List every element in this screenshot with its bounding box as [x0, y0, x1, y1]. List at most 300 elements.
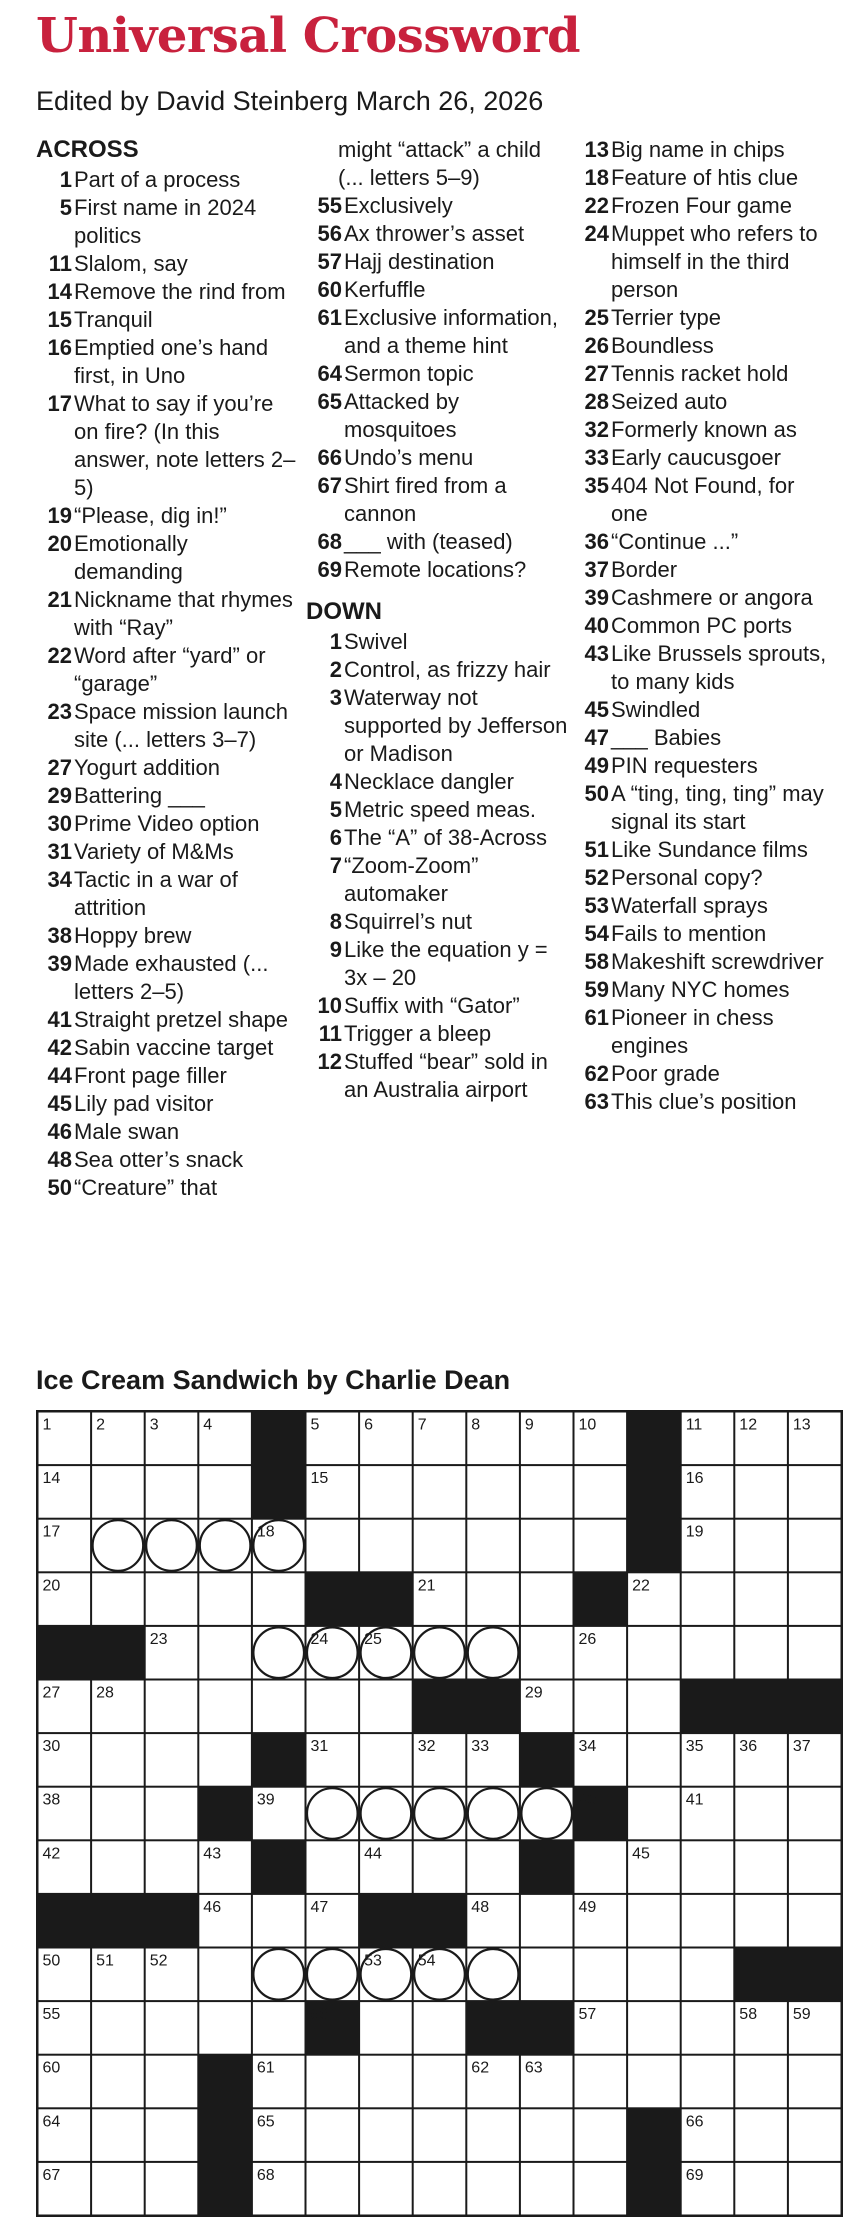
clue-number: 27 [47, 755, 72, 780]
black-square [682, 1681, 734, 1733]
cell-number: 52 [149, 1952, 168, 1970]
clue-item [36, 530, 298, 586]
grid-cell[interactable] [682, 2056, 734, 2108]
black-square [521, 1734, 573, 1786]
black-square [307, 1573, 359, 1625]
clue-item [573, 976, 835, 1004]
clue-text: Trigger a bleep [344, 1021, 492, 1046]
clue-item [573, 192, 835, 220]
clue-item [306, 276, 568, 304]
grid-cell[interactable] [735, 1627, 787, 1679]
clue-number: 42 [47, 1035, 72, 1060]
clue-item [36, 1034, 298, 1062]
clue-text: Hajj destination [344, 249, 495, 274]
clue-number: 49 [584, 753, 609, 778]
page-title: Universal Crossword [36, 8, 581, 64]
clue-number: 56 [317, 221, 342, 246]
grid-cell[interactable] [789, 1466, 841, 1518]
grid-cell[interactable] [92, 1573, 144, 1625]
grid-cell[interactable] [735, 1466, 787, 1518]
cell-number: 15 [310, 1470, 329, 1488]
clue-number: 13 [584, 137, 609, 162]
cell-number: 8 [471, 1416, 481, 1434]
grid-cell[interactable] [360, 2056, 412, 2108]
clue-item [573, 556, 835, 584]
clue-text: Ax thrower’s asset [344, 221, 525, 246]
clue-item [573, 640, 835, 696]
grid-cell[interactable] [628, 1788, 680, 1840]
grid-cell[interactable] [146, 2056, 198, 2108]
grid-cell[interactable] [628, 1681, 680, 1733]
clue-number: 22 [584, 193, 609, 218]
grid-cell[interactable] [521, 1520, 573, 1572]
grid-cell[interactable] [92, 1788, 144, 1840]
grid-cell[interactable] [92, 1734, 144, 1786]
clue-item [573, 584, 835, 612]
grid-cell[interactable] [199, 1949, 251, 2001]
clue-number: 1 [59, 167, 72, 192]
grid-cell[interactable] [146, 1573, 198, 1625]
black-square [467, 2002, 519, 2054]
cell-number: 21 [417, 1577, 436, 1595]
clue-text: Nickname that rhymes with “Ray” [74, 587, 293, 640]
clue-item [306, 444, 568, 472]
clue-item [36, 754, 298, 782]
cell-number: 63 [524, 2059, 543, 2077]
clue-item [573, 304, 835, 332]
grid-cell[interactable] [521, 1466, 573, 1518]
clue-text: Straight pretzel shape [74, 1007, 289, 1032]
grid-cell[interactable] [92, 2002, 144, 2054]
black-square [521, 2002, 573, 2054]
grid-cell[interactable] [682, 1627, 734, 1679]
clue-text: Slalom, say [74, 251, 188, 276]
cell-number: 20 [42, 1577, 61, 1595]
grid-cell[interactable] [307, 2109, 359, 2161]
grid-cell[interactable] [575, 1681, 627, 1733]
clue-item [36, 390, 298, 502]
cell-number: 59 [792, 2006, 811, 2024]
clue-number: 12 [317, 1049, 342, 1074]
cell-number: 3 [149, 1416, 159, 1434]
grid-cell[interactable] [199, 2002, 251, 2054]
grid-cell[interactable] [146, 2163, 198, 2215]
black-square [92, 1627, 144, 1679]
clue-item [573, 948, 835, 976]
clue-text: Cashmere or angora [611, 585, 813, 610]
cell-number: 57 [578, 2006, 597, 2024]
cell-number: 2 [96, 1416, 106, 1434]
grid-cell[interactable] [414, 1520, 466, 1572]
cell-number: 30 [42, 1738, 61, 1756]
clue-text: Hoppy brew [74, 923, 192, 948]
clue-item [573, 472, 835, 528]
clue-number: 59 [584, 977, 609, 1002]
cell-number: 6 [364, 1416, 374, 1434]
black-square [628, 2163, 680, 2215]
clue-item [306, 684, 568, 768]
clue-text: Tennis racket hold [611, 361, 789, 386]
grid-cell[interactable] [414, 2109, 466, 2161]
cell-number: 55 [42, 2006, 61, 2024]
clue-text: Made exhausted (... letters 2–5) [74, 951, 269, 1004]
grid-cell[interactable] [521, 1895, 573, 1947]
grid-cell[interactable] [735, 1573, 787, 1625]
grid-cell[interactable] [92, 2109, 144, 2161]
grid-cell[interactable] [521, 1949, 573, 2001]
cell-number: 43 [203, 1845, 222, 1863]
grid-cell[interactable] [789, 2163, 841, 2215]
clue-text: Remove the rind from [74, 279, 286, 304]
grid-cell[interactable] [628, 1627, 680, 1679]
grid-cell[interactable] [682, 2002, 734, 2054]
clue-number: 43 [584, 641, 609, 666]
grid-cell[interactable] [199, 1734, 251, 1786]
clue-text: Yogurt addition [74, 755, 220, 780]
grid-cell[interactable] [360, 2109, 412, 2161]
cell-number: 58 [739, 2006, 758, 2024]
cell-number: 25 [364, 1630, 382, 1648]
clue-text: Word after “yard” or “garage” [74, 643, 266, 696]
clue-number: 30 [47, 811, 72, 836]
clue-number: 10 [317, 993, 342, 1018]
clue-item [36, 642, 298, 698]
clue-item [573, 724, 835, 752]
across-continuation: might “attack” a child (... letters 5–9) [338, 137, 541, 190]
grid-cell[interactable] [146, 1841, 198, 1893]
cell-number: 34 [578, 1738, 597, 1756]
cell-number: 50 [42, 1952, 61, 1970]
clue-number: 62 [584, 1061, 609, 1086]
grid-cell[interactable] [628, 2002, 680, 2054]
grid-cell[interactable] [467, 1841, 519, 1893]
clue-item [306, 796, 568, 824]
clue-item [36, 1118, 298, 1146]
grid-cell[interactable] [414, 1841, 466, 1893]
clue-number: 9 [329, 937, 342, 962]
grid-cell[interactable] [735, 1520, 787, 1572]
grid-cell[interactable] [575, 2109, 627, 2161]
grid-cell[interactable] [628, 2056, 680, 2108]
clue-number: 37 [584, 557, 609, 582]
grid-cell[interactable] [307, 2163, 359, 2215]
clue-number: 61 [584, 1005, 609, 1030]
clue-number: 31 [47, 839, 72, 864]
grid-cell[interactable] [575, 1466, 627, 1518]
grid-cell[interactable] [253, 1573, 305, 1625]
grid-cell[interactable] [521, 2109, 573, 2161]
grid-cell[interactable] [628, 1734, 680, 1786]
clue-text: Like Brussels sprouts, to many kids [611, 641, 827, 694]
clue-number: 44 [47, 1063, 72, 1088]
clue-column-2 [306, 136, 568, 1104]
cell-number: 69 [685, 2166, 704, 2184]
grid-cell[interactable] [682, 1573, 734, 1625]
cell-number: 33 [471, 1738, 490, 1756]
grid-cell[interactable] [467, 2109, 519, 2161]
clue-item [573, 920, 835, 948]
clue-text: Attacked by mosquitoes [344, 389, 459, 442]
clue-number: 47 [584, 725, 609, 750]
grid-cell[interactable] [789, 2109, 841, 2161]
grid-cell[interactable] [199, 1627, 251, 1679]
clue-text: Lily pad visitor [74, 1091, 214, 1116]
black-square [199, 2163, 251, 2215]
grid-cell[interactable] [628, 1949, 680, 2001]
clue-text: Border [611, 557, 678, 582]
black-square [146, 1895, 198, 1947]
clue-item [306, 824, 568, 852]
grid-cell[interactable] [735, 2056, 787, 2108]
clue-text: A “ting, ting, ting” may signal its start [611, 781, 824, 834]
clue-number: 16 [47, 335, 72, 360]
black-square [360, 1895, 412, 1947]
grid-cell[interactable] [467, 1573, 519, 1625]
black-square [521, 1841, 573, 1893]
grid-cell[interactable] [360, 1734, 412, 1786]
clue-number: 36 [584, 529, 609, 554]
clue-number: 45 [584, 697, 609, 722]
clue-number: 69 [317, 557, 342, 582]
cell-number: 44 [364, 1845, 382, 1863]
clue-item [573, 444, 835, 472]
clue-item [573, 416, 835, 444]
clue-number: 1 [329, 629, 342, 654]
grid-cell[interactable] [92, 2056, 144, 2108]
clue-item [573, 1088, 835, 1116]
cell-number: 62 [471, 2059, 490, 2077]
grid-cell[interactable] [467, 2163, 519, 2215]
clue-text: Tranquil [74, 307, 153, 332]
grid-cell[interactable] [307, 2056, 359, 2108]
down-heading: DOWN [306, 598, 382, 625]
grid-cell[interactable] [253, 1895, 305, 1947]
clue-number: 22 [47, 643, 72, 668]
grid-cell[interactable] [253, 1681, 305, 1733]
grid-cell[interactable] [467, 1466, 519, 1518]
black-square [735, 1681, 787, 1733]
clue-number: 17 [47, 391, 72, 416]
grid-cell[interactable] [467, 1520, 519, 1572]
cell-number: 18 [256, 1523, 275, 1541]
clue-item [36, 502, 298, 530]
grid-cell[interactable] [414, 2002, 466, 2054]
grid-cell[interactable] [360, 1520, 412, 1572]
clue-number: 68 [317, 529, 342, 554]
grid-cell[interactable] [360, 2002, 412, 2054]
grid-cell[interactable] [307, 1841, 359, 1893]
cell-number: 4 [203, 1416, 213, 1434]
black-square [628, 2109, 680, 2161]
grid-cell[interactable] [146, 1788, 198, 1840]
clue-number: 32 [584, 417, 609, 442]
clue-number: 18 [584, 165, 609, 190]
clue-text: What to say if you’re on fire? (In this answer, note letters 2–5) [74, 391, 296, 500]
cell-number: 45 [632, 1845, 650, 1863]
grid-cell[interactable] [199, 1466, 251, 1518]
clue-item [573, 892, 835, 920]
black-square [789, 1681, 841, 1733]
clue-number: 15 [47, 307, 72, 332]
black-square [199, 2109, 251, 2161]
clue-number: 54 [584, 921, 609, 946]
grid-cell[interactable] [414, 1466, 466, 1518]
cell-number: 10 [578, 1416, 597, 1434]
grid-cell[interactable] [682, 1949, 734, 2001]
black-square [253, 1734, 305, 1786]
black-square [414, 1681, 466, 1733]
cell-number: 7 [417, 1416, 427, 1434]
grid-cell[interactable] [735, 2163, 787, 2215]
grid-cell[interactable] [735, 1841, 787, 1893]
clue-number: 65 [317, 389, 342, 414]
black-square [628, 1466, 680, 1518]
clue-text: Muppet who refers to himself in the third person [611, 221, 818, 302]
cell-number: 66 [685, 2113, 704, 2131]
clue-text: Prime Video option [74, 811, 260, 836]
clue-text: This clue’s position [611, 1089, 797, 1114]
cell-number: 68 [256, 2166, 275, 2184]
clue-number: 4 [329, 769, 342, 794]
clue-text: Pioneer in chess engines [611, 1005, 774, 1058]
grid-cell[interactable] [146, 2002, 198, 2054]
grid-cell[interactable] [575, 2056, 627, 2108]
grid-cell[interactable] [199, 1681, 251, 1733]
clue-text: “Creature” that [74, 1175, 218, 1200]
grid-cell[interactable] [92, 1466, 144, 1518]
clue-item [306, 768, 568, 796]
clue-text: Common PC ports [611, 613, 792, 638]
grid-cell[interactable] [360, 1681, 412, 1733]
grid-cell[interactable] [146, 1466, 198, 1518]
grid-cell[interactable] [92, 1841, 144, 1893]
grid-cell[interactable] [789, 1895, 841, 1947]
clue-text: Sermon topic [344, 361, 474, 386]
clue-text: Boundless [611, 333, 714, 358]
cell-number: 9 [524, 1416, 534, 1434]
cell-number: 49 [578, 1898, 597, 1916]
grid-cell[interactable] [414, 2056, 466, 2108]
cell-number: 38 [42, 1791, 61, 1809]
grid-cell[interactable] [789, 1627, 841, 1679]
clue-item [36, 1174, 298, 1202]
grid-cell[interactable] [735, 2109, 787, 2161]
grid-cell[interactable] [735, 1788, 787, 1840]
clue-item [36, 1146, 298, 1174]
clue-item [306, 992, 568, 1020]
clue-text: Formerly known as [611, 417, 797, 442]
clue-item [36, 866, 298, 922]
clue-number: 51 [584, 837, 609, 862]
grid-cell[interactable] [575, 1841, 627, 1893]
across-heading: ACROSS [36, 136, 139, 163]
clue-text: Swivel [344, 629, 408, 654]
black-square [735, 1949, 787, 2001]
grid-cell[interactable] [307, 1681, 359, 1733]
clue-number: 52 [584, 865, 609, 890]
clue-text: Seized auto [611, 389, 728, 414]
cell-number: 28 [96, 1684, 114, 1702]
black-square [467, 1681, 519, 1733]
clue-item [573, 780, 835, 836]
grid-cell[interactable] [789, 2056, 841, 2108]
clue-text: Front page filler [74, 1063, 227, 1088]
clue-text: Space mission launch site (... letters 3–7) [74, 699, 289, 752]
clue-item [306, 388, 568, 444]
clue-item [36, 166, 298, 194]
cell-number: 46 [203, 1898, 222, 1916]
grid-cell[interactable] [575, 2163, 627, 2215]
grid-cell[interactable] [789, 1573, 841, 1625]
grid-cell[interactable] [146, 1681, 198, 1733]
grid-cell[interactable] [253, 2002, 305, 2054]
clue-text: “Zoom-Zoom” automaker [344, 853, 479, 906]
cell-number: 42 [42, 1845, 61, 1863]
clue-item [306, 852, 568, 908]
clue-item [36, 782, 298, 810]
black-square [414, 1895, 466, 1947]
clue-text: Like the equation y = 3x – 20 [344, 937, 548, 990]
grid-cell[interactable] [628, 1895, 680, 1947]
clue-text: Big name in chips [611, 137, 785, 162]
grid-cell[interactable] [146, 1734, 198, 1786]
cell-number: 37 [792, 1738, 811, 1756]
clue-item [306, 936, 568, 992]
clue-number: 2 [329, 657, 342, 682]
clue-number: 5 [59, 195, 72, 220]
grid-cell[interactable] [146, 2109, 198, 2161]
clue-text: Kerfuffle [344, 277, 426, 302]
grid-cell[interactable] [521, 1627, 573, 1679]
cell-number: 40 [578, 1791, 597, 1809]
black-square [628, 1520, 680, 1572]
clue-number: 23 [47, 699, 72, 724]
clue-text: Tactic in a war of attrition [74, 867, 238, 920]
grid-cell[interactable] [789, 1520, 841, 1572]
clue-number: 19 [47, 503, 72, 528]
grid-cell[interactable] [789, 1841, 841, 1893]
cell-number: 60 [42, 2059, 61, 2077]
grid-cell[interactable] [521, 1573, 573, 1625]
clue-number: 60 [317, 277, 342, 302]
clue-item [306, 220, 568, 248]
grid-cell[interactable] [575, 1520, 627, 1572]
grid-cell[interactable] [92, 2163, 144, 2215]
grid-cell[interactable] [199, 1573, 251, 1625]
clue-item [573, 332, 835, 360]
clue-text: Undo’s menu [344, 445, 474, 470]
grid-cell[interactable] [682, 1895, 734, 1947]
grid-cell[interactable] [575, 1949, 627, 2001]
grid-cell[interactable] [789, 1788, 841, 1840]
clue-number: 55 [317, 193, 342, 218]
grid-cell[interactable] [735, 1895, 787, 1947]
clue-item [573, 164, 835, 192]
clue-item [306, 1020, 568, 1048]
grid-cell[interactable] [521, 2163, 573, 2215]
grid-cell[interactable] [307, 1520, 359, 1572]
clue-text: ___ with (teased) [344, 529, 513, 554]
grid-cell[interactable] [414, 2163, 466, 2215]
clue-item [306, 304, 568, 360]
clue-number: 67 [317, 473, 342, 498]
clue-text: Sabin vaccine target [74, 1035, 274, 1060]
grid-cell[interactable] [360, 1466, 412, 1518]
clue-text: Swindled [611, 697, 701, 722]
grid-cell[interactable] [360, 2163, 412, 2215]
clue-item [573, 836, 835, 864]
grid-cell[interactable] [682, 1841, 734, 1893]
